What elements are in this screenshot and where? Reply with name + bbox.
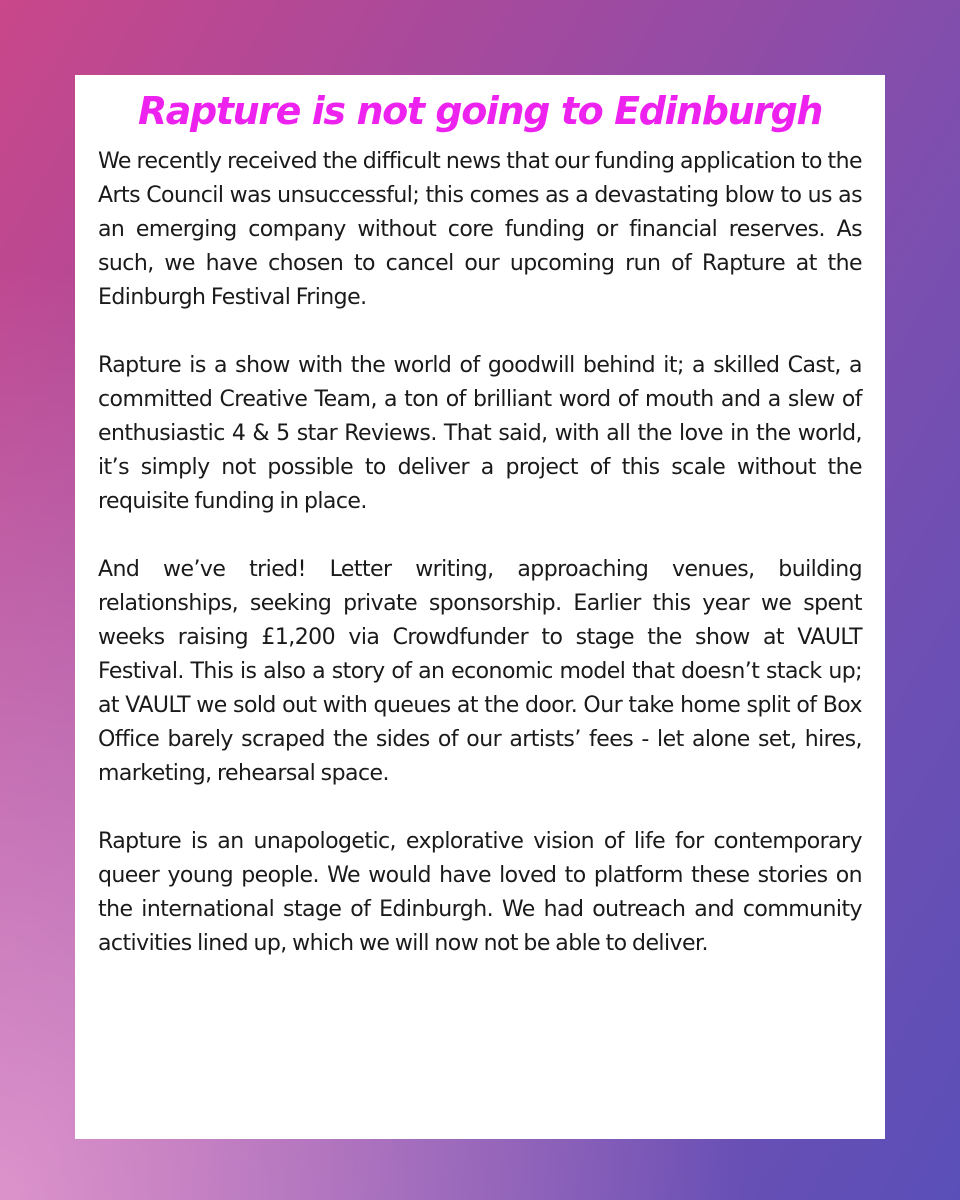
paragraph-goodwill: Rapture is a show with the world of goodwill behind it; a skilled Cast, a committed Creative Team, a ton of brilliant word of mouth and a slew of enthusiastic 4 & 5 star Reviews. That said, with all the love in the world, it’s simply not possible to deliver a project of this scale without the requisite funding in place.: [98, 353, 862, 514]
statement-title: Rapture is not going to Edinburgh: [137, 89, 823, 133]
paragraph-funding-news: We recently received the difficult news that our funding application to the Arts Council was unsuccessful; this comes as a devastating blow to us as an emerging company without core funding or financial reserves. As such, we have chosen to cancel our upcoming run of Rapture at the Edinburgh Festival Fringe.: [98, 149, 862, 310]
paragraph-vision: Rapture is an unapologetic, explorative vision of life for contemporary queer young people. We would have loved to platform these stories on the international stage of Edinburgh. We had outreach and community activities lined up, which we will now not be able to deliver.: [98, 829, 862, 956]
statement-card: [75, 75, 885, 1139]
paragraph-efforts: And we’ve tried! Letter writing, approaching venues, building relationships, seeking private sponsorship. Earlier this year we spent weeks raising £1,200 via Crowdfunder to stage the show at VAULT Festival. This is also a story of an economic model that doesn’t stack up; at VAULT we sold out with queues at the door. Our take home split of Box Office barely scraped the sides of our artists’ fees - let alone set, hires, marketing, rehearsal space.: [98, 557, 862, 786]
